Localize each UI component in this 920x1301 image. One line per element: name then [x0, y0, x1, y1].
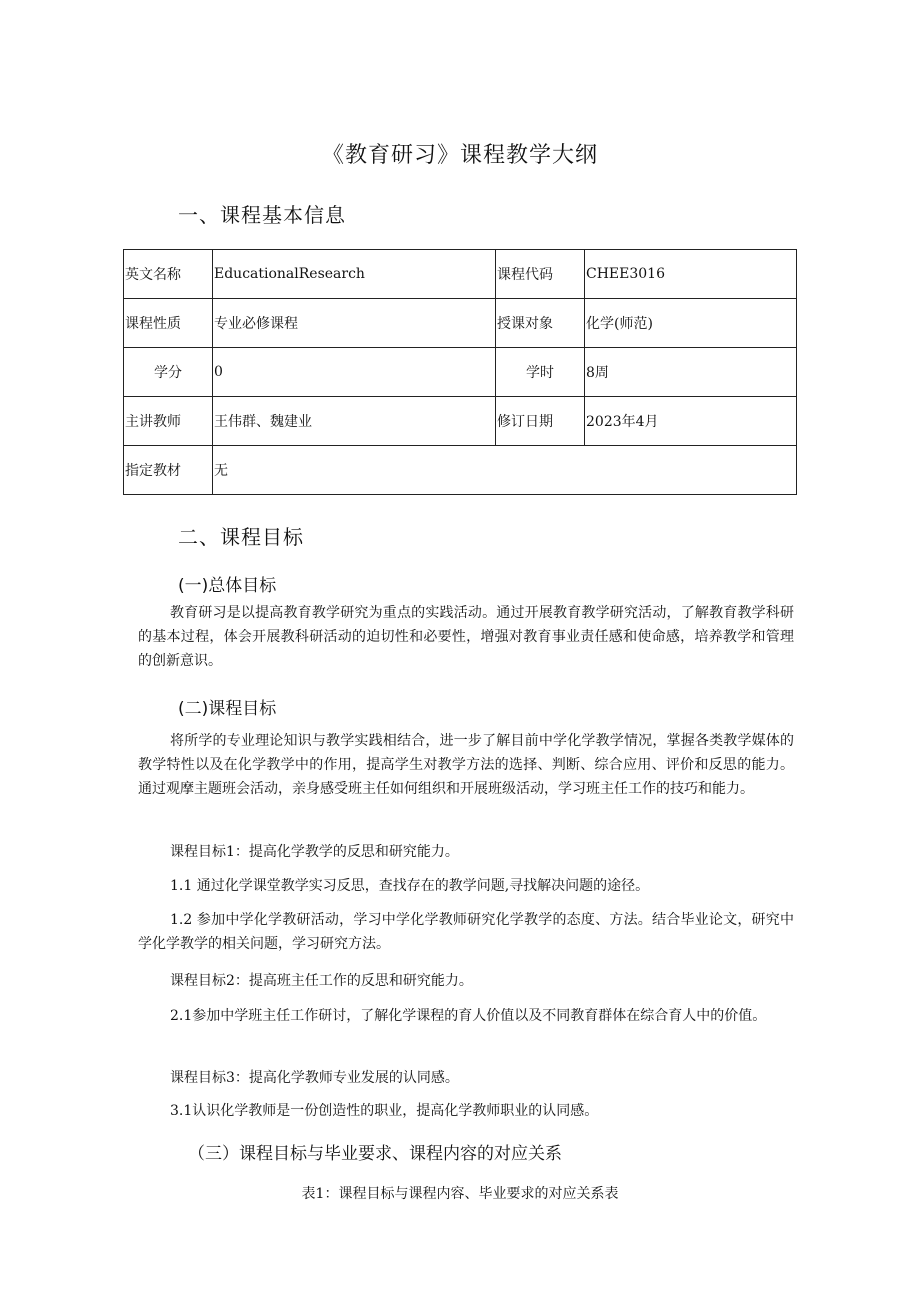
value-cell: 无	[213, 446, 797, 495]
label-cell: 英文名称	[124, 250, 213, 299]
label-cell: 主讲教师	[124, 397, 213, 446]
label-cell: 课程性质	[124, 299, 213, 348]
table-row	[124, 299, 797, 348]
goal-1-1: 1.1 通过化学课堂教学实习反思，查找存在的教学问题,寻找解决问题的途径。	[170, 878, 650, 894]
goal-1: 课程目标1：提高化学教学的反思和研究能力。	[170, 844, 459, 860]
label-cell: 学分	[124, 348, 213, 397]
section-heading-basic-info: 一、课程基本信息	[178, 203, 346, 227]
goal-2: 课程目标2：提高班主任工作的反思和研究能力。	[170, 973, 473, 989]
page-title: 《教育研习》课程教学大纲	[321, 143, 598, 168]
label-cell: 授课对象	[496, 299, 585, 348]
value-cell: 8周	[585, 348, 797, 397]
label-cell: 学时	[496, 348, 585, 397]
table-row	[124, 446, 797, 495]
value-cell: 化学(师范)	[585, 299, 797, 348]
overall-goal-paragraph: 教育研习是以提高教育教学研究为重点的实践活动。通过开展教育教学研究活动，了解教育教学科研的基本过程，体会开展教科研活动的迫切性和必要性，增强对教育事业责任感和使命感，培养教学和管理的创新意识。	[138, 605, 794, 669]
goal-3: 课程目标3：提高化学教师专业发展的认同感。	[170, 1070, 459, 1086]
subheading-course-goal: (二)课程目标	[178, 699, 277, 719]
table-caption: 表1：课程目标与课程内容、毕业要求的对应关系表	[301, 1186, 619, 1202]
value-cell: 2023年4月	[585, 397, 797, 446]
subheading-correspondence: （三）课程目标与毕业要求、课程内容的对应关系	[188, 1144, 562, 1164]
goal-3-1: 3.1认识化学教师是一份创造性的职业，提高化学教师职业的认同感。	[170, 1103, 599, 1119]
label-cell: 指定教材	[124, 446, 213, 495]
label-cell: 课程代码	[496, 250, 585, 299]
goal-1-2: 1.2 参加中学化学教研活动，学习中学化学教师研究化学教学的态度、方法。结合毕业论文，研究中学化学教学的相关问题，学习研究方法。	[138, 912, 794, 952]
label-cell: 修订日期	[496, 397, 585, 446]
value-cell: 0	[213, 348, 496, 397]
course-info-table	[123, 249, 797, 495]
course-goal-paragraph: 将所学的专业理论知识与教学实践相结合，进一步了解目前中学化学教学情况，掌握各类教学媒体的教学特性以及在化学教学中的作用，提高学生对教学方法的选择、判断、综合应用、评价和反思的能力。通过观摩主题班会活动，亲身感受班主任如何组织和开展班级活动，学习班主任工作的技巧和能力。	[138, 733, 794, 797]
table-row	[124, 250, 797, 299]
value-cell: CHEE3016	[585, 250, 797, 299]
table-row	[124, 397, 797, 446]
table-row	[124, 348, 797, 397]
value-cell: 专业必修课程	[213, 299, 496, 348]
value-cell: 王伟群、魏建业	[213, 397, 496, 446]
value-cell: EducationalResearch	[213, 250, 496, 299]
subheading-overall-goal: (一)总体目标	[178, 576, 277, 596]
goal-2-1: 2.1参加中学班主任工作研讨，了解化学课程的育人价值以及不同教育群体在综合育人中的价值。	[170, 1008, 767, 1024]
section-heading-goals: 二、课程目标	[178, 525, 304, 549]
